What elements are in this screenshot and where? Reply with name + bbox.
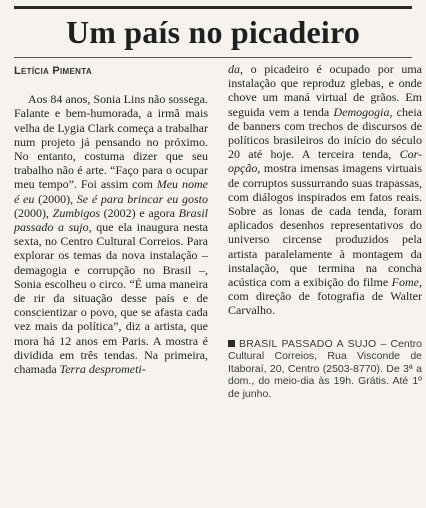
work-title: Meu nome é eu	[14, 177, 208, 206]
tent-title: Demogogia	[333, 104, 390, 119]
text-run: (2002) e agora	[100, 205, 179, 220]
byline	[14, 64, 208, 78]
tent-title: Terra desprometi-	[59, 362, 146, 377]
text-run: , o picadeiro é ocupado por uma instalação que reproduz glebas, e onde chove um maná virtual de grãos. Em seguida vem a tenda	[228, 62, 422, 119]
film-title: Fome	[391, 275, 419, 290]
text-run: (2000),	[34, 191, 77, 206]
column-right	[228, 62, 422, 508]
text-run: , cheia de banners com trechos de discursos de políticos brasileiros do início do século 20 até hoje. A terceira tenda,	[228, 104, 422, 162]
text-run: , que ela inaugura nesta sexta, no Centro Cultural Correios. Para explorar os temas da nova instalação – demagogia e corrupção no Brasil –, Sonia escolheu o circo. “É uma maneira de rir da situação desse país e de conscientizar o povo, que se afasta cada vez mais da política”, diz a artista, que mora há 12 anos em Paris. A mostra é dividida em três tendas. Na primeira, chamada	[14, 220, 208, 377]
text-run: , com direção de fotografia de Walter Carvalho.	[228, 275, 422, 318]
paragraph-1	[14, 92, 208, 376]
text-run: (2000),	[14, 205, 53, 220]
article-columns	[14, 62, 422, 508]
headline: Um país no picadeiro	[65, 14, 361, 50]
square-bullet-icon	[228, 340, 235, 347]
paragraph-2	[228, 62, 422, 318]
event-details: – Centro Cultural Correios, Rua Visconde de Itaboraí, 20, Centro (2503-8770). De 3ª a dom., do meio-dia às 19h. Grátis. Até 1º de junho.	[228, 337, 422, 400]
text-run: , mostra imensas imagens virtuais de corruptos sussurrando suas trapassas, com diálogos inspirados em fatos reais. Sobre as lonas de cada tenda, foram aplicados desenhos representativos do universo circense produzidos pela artista paralelamente à montagem da instalação, que termina na concha acústica com a exibição do filme	[228, 161, 422, 290]
event-title: BRASIL PASSADO A SUJO	[239, 337, 377, 350]
column-left	[14, 62, 208, 508]
tent-title: da	[228, 62, 240, 76]
tent-title: Cor-opção	[228, 147, 422, 176]
headline-rule	[14, 57, 412, 58]
event-info-box	[228, 336, 422, 401]
top-rule	[14, 6, 412, 9]
byline-author: Letícia Pimenta	[14, 65, 92, 77]
work-title: Zumbigos	[52, 205, 101, 220]
text-run: Aos 84 anos, Sonia Lins não sossega. Falante e bem-humorada, a irmã mais velha de Lygia Clark começa a trabalhar num projeto já pensando no próximo. No entanto, costuma dizer que seu trabalho não é arte. “Faço para o ocupar meu tempo”. Foi assim com	[14, 92, 208, 192]
work-title: Brasil passado a sujo	[14, 205, 209, 235]
work-title: Se é para brincar eu gosto	[76, 191, 209, 206]
